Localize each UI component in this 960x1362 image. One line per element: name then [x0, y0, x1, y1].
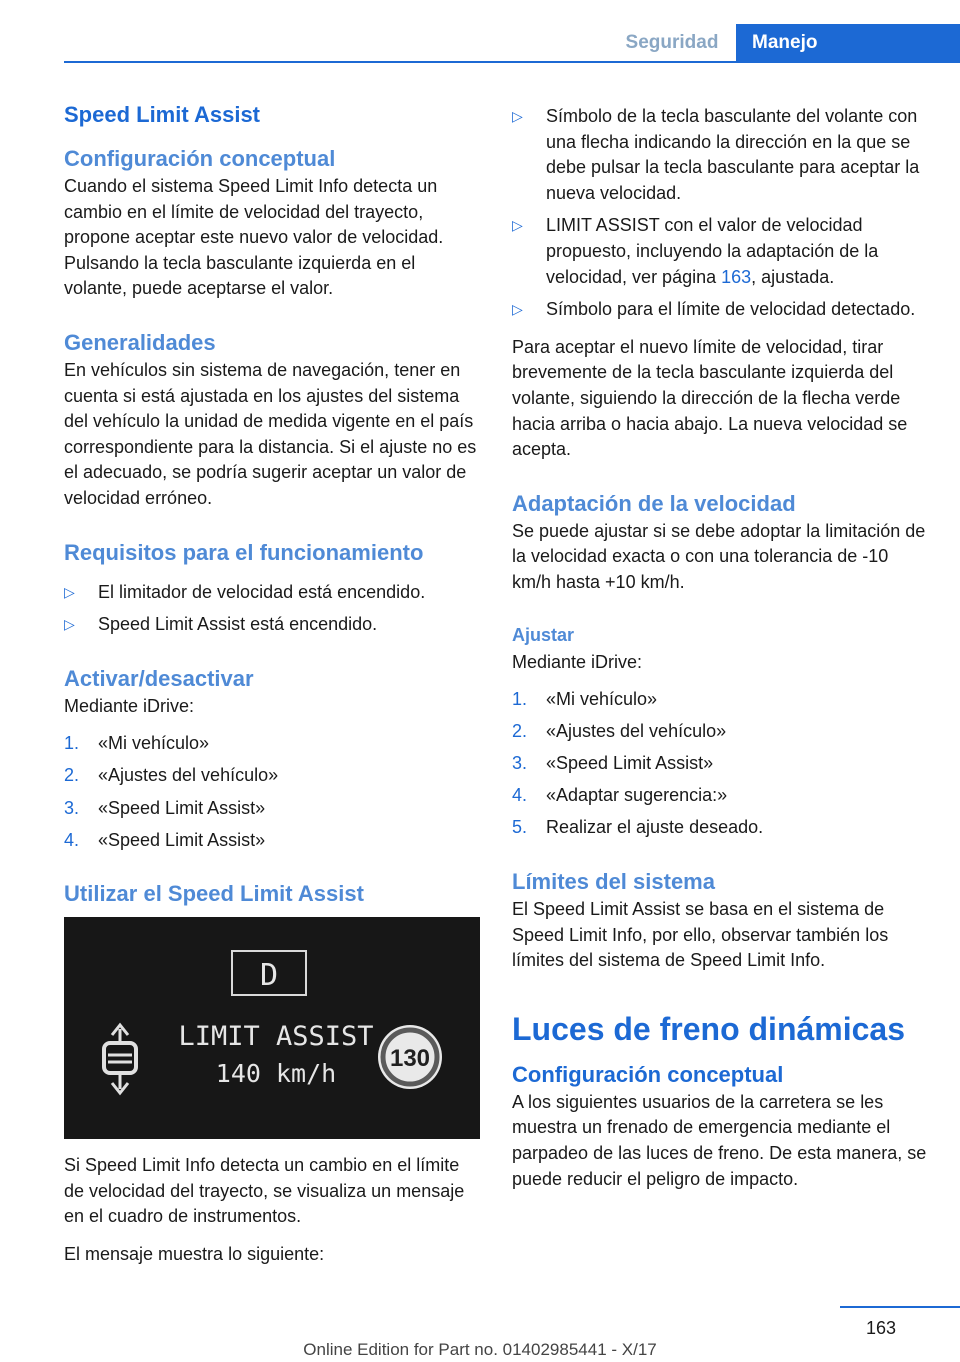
- chapter-title: Luces de freno dinámicas: [512, 1010, 906, 1047]
- triangle-bullet-icon: ▷: [64, 616, 75, 633]
- activate-heading: Activar/desactivar: [64, 665, 254, 691]
- triangle-bullet-icon: ▷: [512, 108, 523, 124]
- list-item: 4. «Adaptar sugerencia:»: [512, 785, 728, 806]
- proposed-speed: 140 km/h: [215, 1059, 337, 1089]
- general-heading: Generalidades: [64, 329, 216, 355]
- list-item: ▷ Símbolo de la tecla basculante del volante con una flecha indicando la dirección en la que se debe pulsar la tecla basculante para aceptar la nueva velocidad.: [512, 106, 920, 203]
- brake-heading: Configuración conceptual: [512, 1061, 784, 1087]
- concept-text: Cuando el sistema Speed Limit Info detecta un cambio en el límite de velocidad del trayecto, propone aceptar este nuevo valor de velocidad. Pulsando la tecla basculante izquierda en el volante, puede aceptarse el valor.: [64, 176, 444, 299]
- triangle-bullet-icon: ▷: [512, 217, 523, 234]
- list-item: 2. «Ajustes del vehículo»: [512, 721, 727, 742]
- list-item: 2. «Ajustes del vehículo»: [64, 765, 279, 786]
- general-text: En vehículos sin sistema de navegación, tener en cuenta si está ajustada en los ajustes del sistema del vehículo la unidad de medida vigente en el país correspondiente para la distancia. Si el ajuste no es el adecuado, se podría sugerir aceptar un valor de velocidad erróneo.: [64, 359, 477, 508]
- tab-seguridad[interactable]: Seguridad: [625, 32, 719, 53]
- set-steps: [512, 687, 928, 841]
- header-rule: [64, 61, 960, 63]
- use-text-2: El mensaje muestra lo siguiente:: [64, 1243, 325, 1264]
- section-title: Speed Limit Assist: [64, 102, 261, 127]
- list-item: 3. «Speed Limit Assist»: [512, 753, 714, 774]
- set-intro: Mediante iDrive:: [512, 651, 643, 672]
- triangle-bullet-icon: ▷: [512, 301, 523, 318]
- brake-text: A los siguientes usuarios de la carretera se les muestra un frenado de emergencia mediante el parpadeo de las luces de freno. De esta manera, se puede reducir el peligro de impacto.: [512, 1091, 927, 1189]
- list-item: ▷ LIMIT ASSIST con el valor de velocidad propuesto, incluyendo la adaptación de la velocidad, ver página 163, ajustada.: [512, 215, 879, 287]
- gear-indicator: D: [259, 958, 279, 994]
- list-item: 3. «Speed Limit Assist»: [64, 797, 266, 818]
- footer-rule: [840, 1306, 960, 1308]
- requirements-list: [64, 580, 480, 638]
- list-item: 4. «Speed Limit Assist»: [64, 829, 266, 850]
- list-item: 5. Realizar el ajuste deseado.: [512, 817, 764, 838]
- page-reference-link[interactable]: 163: [721, 266, 752, 287]
- concept-heading: Configuración conceptual: [64, 146, 336, 171]
- activate-intro: Mediante iDrive:: [64, 695, 195, 716]
- limits-heading: Límites del sistema: [512, 869, 715, 895]
- message-items: [512, 104, 928, 323]
- instrument-cluster-figure: [64, 917, 480, 1139]
- set-heading: Ajustar: [512, 624, 575, 645]
- left-column: [64, 100, 480, 1280]
- use-heading: Utilizar el Speed Limit Assist: [64, 881, 364, 907]
- cluster-display: [64, 917, 480, 1139]
- right-column: [512, 100, 928, 1204]
- list-item: ▷ Símbolo para el límite de velocidad detectado.: [512, 297, 928, 323]
- tab-manejo[interactable]: Manejo: [736, 24, 960, 62]
- limit-assist-label: LIMIT ASSIST: [178, 1021, 374, 1053]
- limits-text: El Speed Limit Assist se basa en el sistema de Speed Limit Info, por ello, observar también los límites del sistema de Speed Limit Info.: [512, 899, 889, 971]
- use-text: Si Speed Limit Info detecta un cambio en el límite de velocidad del trayecto, se visualiza un mensaje en el cuadro de instrumentos.: [64, 1155, 465, 1227]
- list-item: 1. «Mi vehículo»: [64, 733, 210, 754]
- page-number: 163: [865, 1318, 896, 1338]
- speed-limit-value: 130: [389, 1045, 431, 1073]
- activate-steps: [64, 731, 480, 853]
- rocker-switch-icon: [104, 1025, 136, 1093]
- page-header: [0, 0, 960, 64]
- speed-limit-sign-icon: [378, 1025, 442, 1089]
- list-item: ▷ El limitador de velocidad está encendido.: [64, 580, 480, 606]
- list-item: 1. «Mi vehículo»: [512, 689, 658, 710]
- triangle-bullet-icon: ▷: [64, 583, 75, 600]
- accept-text: Para aceptar el nuevo límite de velocidad, tirar brevemente de la tecla basculante izquierda del volante, siguiendo la dirección de la flecha verde hacia arriba o hacia abajo. La nueva velocidad se acepta.: [512, 336, 908, 460]
- edition-footer: Online Edition for Part no. 01402985441 - X/17: [303, 1340, 657, 1359]
- adapt-heading: Adaptación de la velocidad: [512, 490, 796, 516]
- list-item: ▷ Speed Limit Assist está encendido.: [64, 612, 480, 638]
- requirements-heading: Requisitos para el funcionamiento: [64, 539, 424, 565]
- adapt-text: Se puede ajustar si se debe adoptar la limitación de la velocidad exacta o con una tolerancia de -10 km/h hasta +10 km/h.: [512, 520, 926, 592]
